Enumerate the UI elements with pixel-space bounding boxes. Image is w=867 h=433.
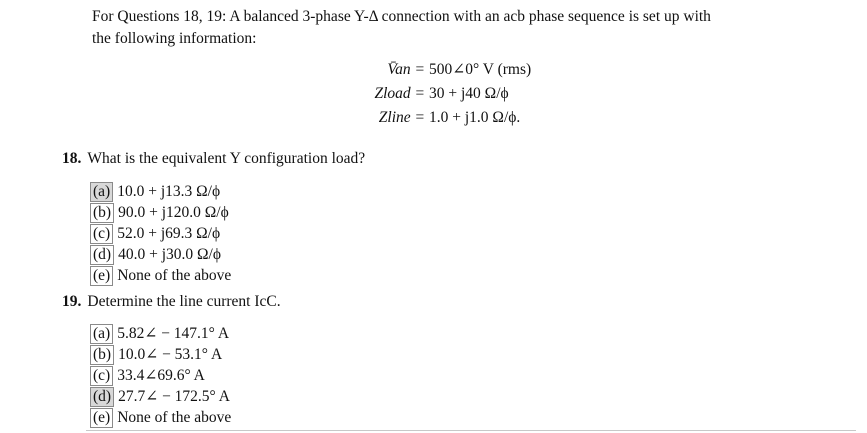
equation-rhs: 500∠0° V (rms) (429, 61, 532, 78)
question-18 (62, 150, 365, 168)
question-text: What is the equivalent Y configuration load? (87, 150, 366, 167)
divider (86, 430, 856, 431)
option-letter-box[interactable]: (c) (90, 366, 113, 386)
option-text: 10.0 + j13.3 Ω/ϕ (117, 182, 221, 200)
option-18c[interactable] (90, 223, 231, 244)
option-18e[interactable] (90, 265, 231, 286)
equation-lhs: Zload = (374, 85, 425, 102)
option-19a[interactable] (90, 323, 231, 344)
equation-zline (300, 106, 560, 130)
equation-lhs: V̄an = (387, 61, 425, 78)
equation-zload (300, 82, 560, 106)
option-text: 40.0 + j30.0 Ω/ϕ (118, 245, 221, 263)
option-letter-box[interactable]: (d) (90, 387, 114, 407)
option-19d[interactable] (90, 386, 231, 407)
question-text: Determine the line current IcC. (87, 293, 281, 310)
option-text: 90.0 + j120.0 Ω/ϕ (118, 203, 229, 221)
option-18b[interactable] (90, 202, 231, 223)
option-text: 52.0 + j69.3 Ω/ϕ (117, 224, 221, 242)
question-19-options (90, 323, 231, 428)
question-18-options (90, 181, 231, 286)
option-letter-box[interactable]: (e) (90, 266, 113, 286)
option-letter-box[interactable]: (a) (90, 182, 113, 202)
intro-paragraph (92, 6, 852, 50)
option-letter-box[interactable]: (d) (90, 245, 114, 265)
option-letter-box[interactable]: (c) (90, 224, 113, 244)
option-19e[interactable] (90, 407, 231, 428)
option-text: 27.7∠ − 172.5° A (118, 388, 230, 405)
option-19b[interactable] (90, 344, 231, 365)
equation-van (300, 58, 560, 82)
given-equations (300, 58, 560, 130)
intro-line-1: For Questions 18, 19: A balanced 3-phase Y-Δ connection with an acb phase sequence is set up with (92, 8, 711, 25)
question-number: 18. (62, 150, 82, 167)
option-text: None of the above (117, 408, 232, 426)
equation-rhs: 1.0 + j1.0 Ω/ϕ. (429, 109, 521, 126)
option-letter-box[interactable]: (b) (90, 345, 114, 365)
option-text: None of the above (117, 266, 232, 284)
question-19 (62, 293, 281, 311)
option-text: 33.4∠69.6° A (117, 367, 205, 384)
option-19c[interactable] (90, 365, 231, 386)
equation-lhs: Zline = (378, 109, 425, 126)
intro-line-2: the following information: (92, 30, 257, 47)
option-letter-box[interactable]: (e) (90, 408, 113, 428)
equation-rhs: 30 + j40 Ω/ϕ (429, 85, 509, 102)
option-18a[interactable] (90, 181, 231, 202)
option-text: 5.82∠ − 147.1° A (117, 325, 230, 342)
option-18d[interactable] (90, 244, 231, 265)
option-letter-box[interactable]: (a) (90, 324, 113, 344)
question-number: 19. (62, 293, 82, 310)
option-letter-box[interactable]: (b) (90, 203, 114, 223)
option-text: 10.0∠ − 53.1° A (118, 346, 223, 363)
